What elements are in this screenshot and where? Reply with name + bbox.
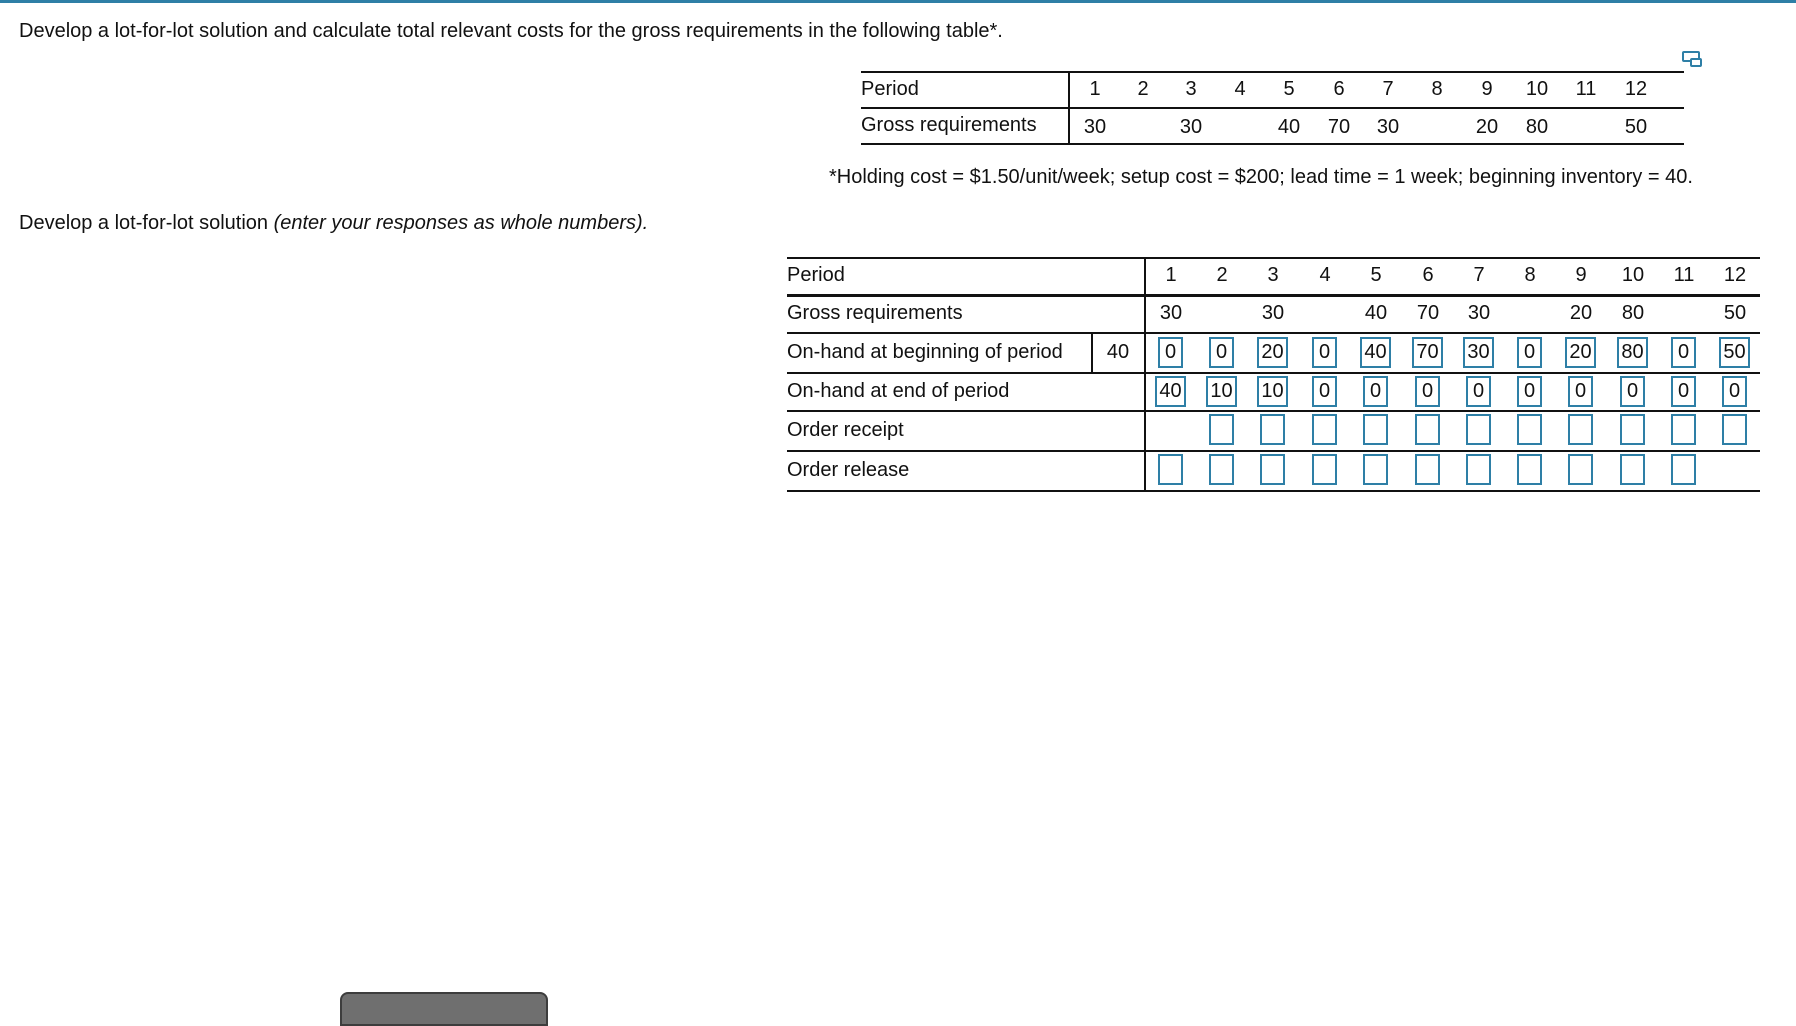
- period-header: 5: [1283, 78, 1295, 100]
- on-hand-begin-input[interactable]: [1360, 337, 1391, 368]
- period-header: 8: [1524, 264, 1536, 286]
- gross-requirement-value: 40: [1364, 302, 1388, 324]
- row-label-order-release: Order release: [787, 459, 910, 481]
- order-release-input[interactable]: [1671, 454, 1696, 485]
- period-header: 9: [1481, 78, 1493, 100]
- bottom-button[interactable]: [340, 992, 548, 1026]
- period-header: 1: [1165, 264, 1177, 286]
- table-rule: [787, 372, 1760, 374]
- on-hand-end-input[interactable]: [1517, 376, 1542, 407]
- period-header: 7: [1382, 78, 1394, 100]
- on-hand-end-input[interactable]: [1620, 376, 1645, 407]
- row-label-period: Period: [787, 264, 845, 286]
- on-hand-end-input[interactable]: [1671, 376, 1696, 407]
- table-rule: [787, 410, 1760, 412]
- period-header: 1: [1089, 78, 1101, 100]
- given-requirements-table: [861, 71, 1684, 145]
- period-header: 6: [1422, 264, 1434, 286]
- order-receipt-input[interactable]: [1312, 414, 1337, 445]
- period-header: 7: [1473, 264, 1485, 286]
- period-header: 3: [1185, 78, 1197, 100]
- gross-requirement-value: 30: [1159, 302, 1183, 324]
- gross-requirement-value: 30: [1083, 116, 1107, 138]
- order-release-input[interactable]: [1260, 454, 1285, 485]
- period-header: 10: [1525, 78, 1549, 100]
- part-instruction-note: (enter your responses as whole numbers).: [273, 212, 649, 234]
- period-header: 6: [1333, 78, 1345, 100]
- period-header: 11: [1575, 78, 1597, 100]
- gross-requirement-value: 30: [1261, 302, 1285, 324]
- row-label-on-hand-begin: On-hand at beginning of period: [787, 341, 1063, 363]
- table-rule: [787, 332, 1760, 334]
- problem-instruction: Develop a lot-for-lot solution and calculate total relevant costs for the gross requirements in the following table*.: [19, 20, 1003, 42]
- order-receipt-input[interactable]: [1568, 414, 1593, 445]
- order-release-input[interactable]: [1517, 454, 1542, 485]
- order-release-input[interactable]: [1466, 454, 1491, 485]
- gross-requirement-value: 70: [1327, 116, 1351, 138]
- on-hand-begin-input[interactable]: [1209, 337, 1234, 368]
- on-hand-begin-input[interactable]: [1158, 337, 1183, 368]
- order-receipt-input[interactable]: [1517, 414, 1542, 445]
- period-header: 11: [1673, 264, 1695, 286]
- period-header: 2: [1137, 78, 1149, 100]
- row-label-gross: Gross requirements: [787, 302, 963, 324]
- order-receipt-input[interactable]: [1209, 414, 1234, 445]
- copy-icon[interactable]: [1681, 50, 1703, 68]
- order-release-input[interactable]: [1209, 454, 1234, 485]
- part-instruction-main: Develop a lot-for-lot solution: [19, 212, 274, 234]
- order-receipt-input[interactable]: [1260, 414, 1285, 445]
- on-hand-begin-input[interactable]: [1257, 337, 1288, 368]
- order-release-input[interactable]: [1620, 454, 1645, 485]
- order-release-input[interactable]: [1568, 454, 1593, 485]
- order-release-input[interactable]: [1158, 454, 1183, 485]
- order-release-input[interactable]: [1363, 454, 1388, 485]
- table-divider: [1068, 73, 1070, 143]
- period-header: 4: [1319, 264, 1331, 286]
- gross-requirement-value: 30: [1467, 302, 1491, 324]
- part-instruction: [19, 211, 648, 235]
- gross-requirement-value: 40: [1277, 116, 1301, 138]
- period-header: 12: [1723, 264, 1747, 286]
- on-hand-end-input[interactable]: [1415, 376, 1440, 407]
- on-hand-begin-input[interactable]: [1463, 337, 1494, 368]
- row-label-gross: Gross requirements: [861, 114, 1037, 136]
- row-label-order-receipt: Order receipt: [787, 419, 904, 441]
- order-receipt-input[interactable]: [1363, 414, 1388, 445]
- table-rule: [861, 143, 1684, 145]
- on-hand-end-input[interactable]: [1466, 376, 1491, 407]
- table-rule: [861, 71, 1684, 73]
- order-receipt-input[interactable]: [1671, 414, 1696, 445]
- table-rule: [861, 107, 1684, 109]
- on-hand-end-input[interactable]: [1206, 376, 1237, 407]
- period-header: 4: [1234, 78, 1246, 100]
- order-release-input[interactable]: [1312, 454, 1337, 485]
- on-hand-begin-input[interactable]: [1565, 337, 1596, 368]
- order-receipt-input[interactable]: [1466, 414, 1491, 445]
- on-hand-begin-input[interactable]: [1671, 337, 1696, 368]
- gross-requirement-value: 20: [1569, 302, 1593, 324]
- period-header: 10: [1621, 264, 1645, 286]
- on-hand-begin-input[interactable]: [1617, 337, 1648, 368]
- on-hand-end-input[interactable]: [1257, 376, 1288, 407]
- order-receipt-input[interactable]: [1722, 414, 1747, 445]
- period-header: 5: [1370, 264, 1382, 286]
- gross-requirement-value: 80: [1525, 116, 1549, 138]
- gross-requirement-value: 30: [1376, 116, 1400, 138]
- on-hand-end-input[interactable]: [1722, 376, 1747, 407]
- on-hand-end-input[interactable]: [1568, 376, 1593, 407]
- gross-requirement-value: 50: [1624, 116, 1648, 138]
- row-label-period: Period: [861, 78, 919, 100]
- top-accent-bar: [0, 0, 1796, 3]
- period-header: 12: [1624, 78, 1648, 100]
- order-receipt-input[interactable]: [1415, 414, 1440, 445]
- period-header: 2: [1216, 264, 1228, 286]
- on-hand-end-input[interactable]: [1155, 376, 1186, 407]
- on-hand-begin-input[interactable]: [1517, 337, 1542, 368]
- period-header: 3: [1267, 264, 1279, 286]
- table-divider: [1091, 334, 1093, 372]
- on-hand-begin-input[interactable]: [1312, 337, 1337, 368]
- gross-requirement-value: 70: [1416, 302, 1440, 324]
- table-rule: [787, 450, 1760, 452]
- period-header: 8: [1431, 78, 1443, 100]
- gross-requirement-value: 80: [1621, 302, 1645, 324]
- beginning-inventory-value: 40: [1106, 341, 1130, 363]
- footnote: *Holding cost = $1.50/unit/week; setup cost = $200; lead time = 1 week; beginning inventory = 40.: [829, 166, 1693, 188]
- order-release-input[interactable]: [1415, 454, 1440, 485]
- table-rule: [787, 490, 1760, 492]
- lot-for-lot-table: [787, 257, 1760, 493]
- row-label-on-hand-end: On-hand at end of period: [787, 380, 1010, 402]
- on-hand-end-input[interactable]: [1312, 376, 1337, 407]
- table-divider: [1144, 257, 1146, 492]
- gross-requirement-value: 30: [1179, 116, 1203, 138]
- on-hand-begin-input[interactable]: [1719, 337, 1750, 368]
- period-header: 9: [1575, 264, 1587, 286]
- order-receipt-input[interactable]: [1620, 414, 1645, 445]
- gross-requirement-value: 50: [1723, 302, 1747, 324]
- on-hand-begin-input[interactable]: [1412, 337, 1443, 368]
- table-rule: [787, 294, 1760, 297]
- gross-requirement-value: 20: [1475, 116, 1499, 138]
- on-hand-end-input[interactable]: [1363, 376, 1388, 407]
- table-rule: [787, 257, 1760, 259]
